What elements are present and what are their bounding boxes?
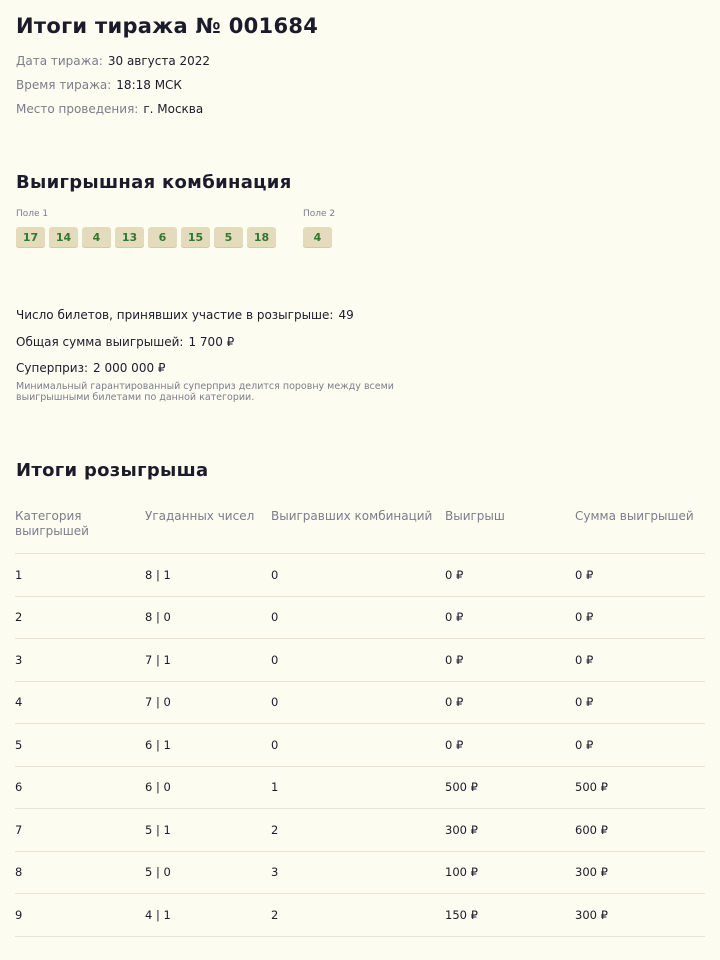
header-winning-combinations: Выигравших комбинаций [271,504,445,554]
cell-guessed: 5 | 1 [145,809,271,852]
total-winnings-label: Общая сумма выигрышей: [16,335,184,349]
cell-prize: 0 ₽ [445,554,575,597]
cell-category: 1 [15,554,145,597]
results-body [15,554,705,937]
cell-prize: 150 ₽ [445,894,575,937]
field2-label: Поле 2 [303,209,336,219]
tickets-label: Число билетов, принявших участие в розыгрыше: [16,308,334,322]
total-winnings-stat [16,335,234,349]
table-row [15,681,705,724]
cell-prize: 0 ₽ [445,681,575,724]
header-total: Сумма выигрышей [575,504,705,554]
results-header-row [15,504,705,554]
field1-ball: 4 [82,227,111,248]
cell-total: 300 ₽ [575,851,705,894]
draw-place-row [16,102,203,116]
tickets-stat [16,308,354,322]
draw-place-label: Место проведения: [16,102,139,116]
field1-ball: 17 [16,227,45,248]
results-table [15,504,705,937]
cell-prize: 300 ₽ [445,809,575,852]
cell-combinations: 2 [271,809,445,852]
draw-time-value: 18:18 МСК [116,78,182,92]
header-prize: Выигрыш [445,504,575,554]
cell-total: 0 ₽ [575,596,705,639]
superprize-value: 2 000 000 ₽ [93,361,166,375]
cell-combinations: 2 [271,894,445,937]
table-row [15,766,705,809]
superprize-note: Минимальный гарантированный суперприз делится поровну между всеми выигрышными билетами по данной категории. [16,381,394,403]
cell-total: 0 ₽ [575,681,705,724]
cell-total: 600 ₽ [575,809,705,852]
cell-guessed: 7 | 1 [145,639,271,682]
draw-place-value: г. Москва [143,102,204,116]
cell-guessed: 4 | 1 [145,894,271,937]
cell-category: 6 [15,766,145,809]
cell-total: 0 ₽ [575,554,705,597]
cell-guessed: 8 | 0 [145,596,271,639]
cell-combinations: 0 [271,639,445,682]
cell-combinations: 1 [271,766,445,809]
cell-prize: 0 ₽ [445,596,575,639]
cell-guessed: 6 | 0 [145,766,271,809]
table-row [15,894,705,937]
cell-guessed: 8 | 1 [145,554,271,597]
table-row [15,809,705,852]
draw-time-row [16,78,182,92]
superprize-label: Суперприз: [16,361,89,375]
draw-date-label: Дата тиража: [16,54,103,68]
table-row [15,724,705,767]
cell-prize: 0 ₽ [445,724,575,767]
cell-prize: 100 ₽ [445,851,575,894]
draw-time-label: Время тиража: [16,78,112,92]
field1-ball: 6 [148,227,177,248]
table-row [15,851,705,894]
cell-combinations: 3 [271,851,445,894]
cell-combinations: 0 [271,596,445,639]
cell-combinations: 0 [271,724,445,767]
cell-total: 0 ₽ [575,724,705,767]
cell-combinations: 0 [271,554,445,597]
header-guessed: Угаданных чисел [145,504,271,554]
field1-balls [16,227,276,248]
winning-combination-title: Выигрышная комбинация [16,172,292,193]
field1-ball: 15 [181,227,210,248]
cell-category: 9 [15,894,145,937]
field1-ball: 13 [115,227,144,248]
draw-date-row [16,54,210,68]
field2-balls [303,227,332,248]
cell-total: 300 ₽ [575,894,705,937]
cell-combinations: 0 [271,681,445,724]
cell-total: 500 ₽ [575,766,705,809]
cell-prize: 500 ₽ [445,766,575,809]
cell-category: 4 [15,681,145,724]
draw-date-value: 30 августа 2022 [107,54,211,68]
table-row [15,596,705,639]
field1-ball: 14 [49,227,78,248]
cell-guessed: 6 | 1 [145,724,271,767]
cell-category: 2 [15,596,145,639]
field1-label: Поле 1 [16,209,49,219]
results-title: Итоги розыгрыша [16,460,209,481]
cell-category: 8 [15,851,145,894]
cell-guessed: 7 | 0 [145,681,271,724]
cell-category: 7 [15,809,145,852]
table-row [15,639,705,682]
total-winnings-value: 1 700 ₽ [188,335,235,349]
cell-guessed: 5 | 0 [145,851,271,894]
cell-category: 5 [15,724,145,767]
field1-ball: 18 [247,227,276,248]
tickets-value: 49 [338,308,354,322]
field1-ball: 5 [214,227,243,248]
cell-prize: 0 ₽ [445,639,575,682]
table-row [15,554,705,597]
header-category: Категория выигрышей [15,504,145,554]
cell-total: 0 ₽ [575,639,705,682]
page-title: Итоги тиража № 001684 [16,14,319,38]
cell-category: 3 [15,639,145,682]
superprize-stat [16,361,166,375]
field2-ball: 4 [303,227,332,248]
